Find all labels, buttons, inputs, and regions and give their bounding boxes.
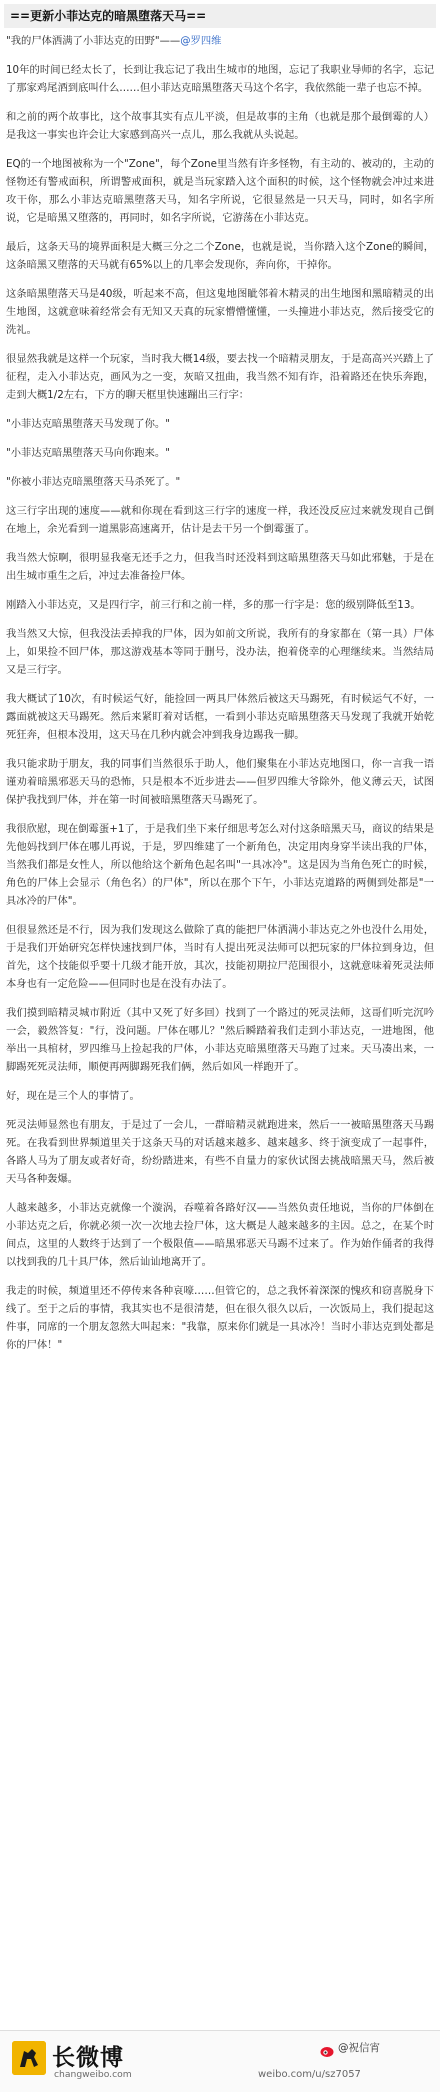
paragraph-20: 死灵法师显然也有朋友，于是过了一会儿，一群暗精灵就跑进来，然后一一被暗黑堕落天马踢死。在我看到世界频道里关于这条天马的对话越来越多、越来越多、终于演变成了一起事件，各路人马为了朋友或者好奇，纷纷踏进来，有些不自量力的家伙试图去挑战暗黑天马，然后被天马各种轰爆。	[6, 1119, 434, 1185]
paragraph-14: 我大概试了10次，有时候运气好，能捡回一两具尸体然后被这天马踢死，有时候运气不好，一露面就被这天马踢死。然后来紧盯着对话框，一看到小菲达克暗黑堕落天马发现了我就开始乾死狂奔，但根本没用，这天马在几秒内就会冲到我身边踢我一脚。	[6, 693, 434, 741]
paragraph-15: 我只能求助于朋友，我的同事们当然很乐于助人，他们聚集在小菲达克地图口，你一言我一语谨劝着暗黑邪恶天马的恐怖，只是根本不近步进去——但罗四维大爷除外，他义薄云天，试图保护我找到尸体，并在第一时间被暗黑堕落天马踢死了。	[6, 758, 434, 806]
quote-text: "我的尸体洒满了小菲达克的田野"——	[6, 35, 181, 47]
weibo-logo-icon	[320, 2043, 334, 2055]
paragraph-4: 最后，这条天马的境界面积是大概三分之二个Zone，也就是说，当你踏入这个Zone的瞬间，这条暗黑又堕落的天马就有65%以上的几率会发现你，奔向你，干掉你。	[6, 241, 434, 271]
paragraph-19: 好，现在是三个人的事情了。	[6, 1090, 140, 1102]
page-footer	[0, 2030, 440, 2092]
paragraph-17: 但很显然还是不行，因为我们发现这么做除了真的能把尸体洒满小菲达克之外也没什么用处，于是我们开始研究怎样快速找到尸体，当时有人提出死灵法师可以把玩家的尸体拉到身边，但首先，这个技能似乎要十几级才能开放，其次，技能初期拉尸范围很小，这就意味着死灵法师本身也有一定危险——但同时也是在没有办法了。	[6, 924, 434, 990]
paragraph-10: 这三行字出现的速度——就和你现在看到这三行字的速度一样，我还没反应过来就发现自己倒在地上，余光看到一道黑影高速离开，估计是去干另一个倒霉蛋了。	[6, 505, 434, 535]
paragraph-22: 我走的时候，频道里还不停传来各种哀嚎……但管它的，总之我怀着深深的愧疚和窃喜脱身下线了。至于之后的事情，我其实也不是很清楚，但在很久很久以后，一次饭局上，我们提起这件事，同席的一个朋友忽然大叫起来："我靠，原来你们就是一具冰冷！当时小菲达克到处都是你的尸体！"	[6, 1285, 434, 1351]
paragraph-1: 10年的时间已经太长了，长到让我忘记了我出生城市的地图，忘记了我职业导师的名字，忘记了那家鸡尾酒到底叫什么……但小菲达克暗黑堕落天马这个名字，我依然能一辈子也忘不掉。	[6, 64, 434, 94]
paragraph-12: 刚踏入小菲达克，又是四行字，前三行和之前一样，多的那一行字是：您的级别降低至13。	[6, 599, 421, 611]
changweibo-logo-icon	[12, 2041, 46, 2075]
paragraph-6: 很显然我就是这样一个玩家，当时我大概14级，要去找一个暗精灵朋友，于是高高兴兴踏上了征程，走入小菲达克，画风为之一变，灰暗又扭曲，我当然不知有诈，沿着路还在快乐奔跑，走到大概1/2左右，下方的聊天框里快速蹦出三行字：	[6, 353, 434, 401]
paragraph-11: 我当然大惊啊，很明显我毫无还手之力，但我当时还没料到这暗黑堕落天马如此邪魅，于是在出生城市重生之后，冲过去准备捡尸体。	[6, 552, 434, 582]
paragraph-7: "小菲达克暗黑堕落天马发现了你。"	[6, 418, 170, 430]
author-handle[interactable]: @祝信宵	[338, 2042, 380, 2054]
paragraph-18: 我们摸到暗精灵城市附近（其中又死了好多回）找到了一个路过的死灵法师，这哥们听完沉吟一会，毅然答复："行，没问题。尸体在哪儿？"然后瞬踏着我们走到小菲达克，一进地图，他举出一具棺材，罗四维马上捡起我的尸体，小菲达克暗黑堕落天马跑了过来。天马凑出来，一脚踢死死灵法师，顺便再两脚踢死我们俩，然后如风一样跑开了。	[6, 1007, 434, 1073]
paragraph-8: "小菲达克暗黑堕落天马向你跑来。"	[6, 447, 170, 459]
article-body	[6, 32, 434, 1365]
page-title: ==更新小菲达克的暗黑堕落天马==	[4, 4, 436, 28]
weibo-watermark: weibo.com/u/sz7057	[258, 2069, 361, 2080]
paragraph-5: 这条暗黑堕落天马是40级，听起来不高，但这鬼地图眦邻着木精灵的出生地图和黑暗精灵的出生地图，这就意味着经常会有无知又天真的玩家懵懵懂懂，一头撞进小菲达克，然后接受它的洗礼。	[6, 288, 434, 336]
paragraph-16: 我很欣慰，现在倒霉蛋+1了，于是我们坐下来仔细思考怎么对付这条暗黑天马，商议的结果是先他妈找到尸体在哪儿再说，于是，罗四维建了一个新角色，决定用肉身穿半读出我的尸体，当然我们都是女性人，所以他给这个新角色起名叫"一具冰冷"。这是因为当角色死亡的时候，角色的尸体上会显示（角色名）的尸体"，所以在那个下午，小菲达克道路的两侧到处都是"一具冰冷的尸体"。	[6, 823, 434, 907]
paragraph-21: 人越来越多，小菲达克就像一个漩涡，吞噬着各路好汉——当然负责任地说，当你的尸体倒在小菲达克之后，你就必须一次一次地去捡尸体，这大概是人越来越多的主因。总之，在某个时间点，这里的人数终于达到了一个极限值——暗黑邪恶天马踢不过来了。作为始作俑者的我得以找到我的几十具尸体，然后讪讪地离开了。	[6, 1202, 434, 1268]
paragraph-3: EQ的一个地图被称为一个"Zone"，每个Zone里当然有许多怪物，有主动的、被动的，主动的怪物还有警戒面积，所谓警戒面积，就是当玩家踏入这个面积的时候，这个怪物就会冲过来进攻干你，那么小菲达克暗黑堕落天马，知名字所说，它很显然是一只天马，同时，如名字所说，它是暗黑又堕落的，再同时，如名字所说，它游荡在小菲达克。	[6, 158, 434, 224]
paragraph-2: 和之前的两个故事比，这个故事其实有点儿平淡，但是故事的主角（也就是那个最倒霉的人）是我这一事实也许会让大家感到高兴一点儿，那么我就从头说起。	[6, 111, 434, 141]
author-mention-link[interactable]: @罗四维	[180, 35, 222, 47]
logo-text: 长微博	[52, 2045, 124, 2071]
logo-url[interactable]: changweibo.com	[54, 2069, 132, 2080]
paragraph-13: 我当然又大惊，但我没法丢掉我的尸体，因为如前文所说，我所有的身家都在（第一具）尸体上，如果捡不回尸体，那这游戏基本等同于删号，没办法，抱着侥幸的心理继续来。当然结局又是三行字。	[6, 628, 434, 676]
horse-logo-icon	[12, 2041, 46, 2075]
article-quote	[6, 32, 434, 50]
paragraph-9: "你被小菲达克暗黑堕落天马杀死了。"	[6, 476, 181, 488]
